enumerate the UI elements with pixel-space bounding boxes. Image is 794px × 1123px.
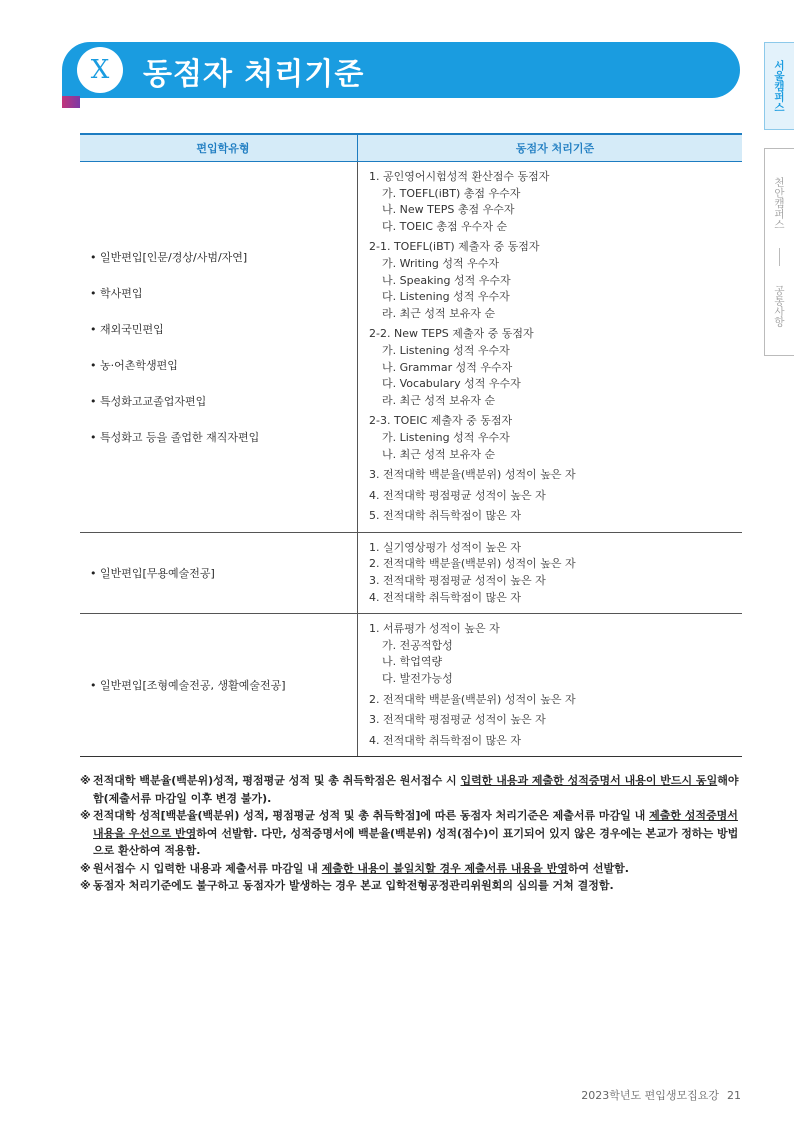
note-underlined-text: 제출한 성적증명서 내용을 우선으로 반영 (93, 809, 738, 840)
criteria-item: 1. 공인영어시험성적 환산점수 동점자 (369, 170, 550, 183)
note-item (80, 807, 742, 860)
criteria-subitem: 나. Speaking 성적 우수자 (382, 273, 511, 287)
criteria-subitem: 나. New TEPS 총점 우수자 (382, 203, 515, 217)
header-admission-type: 편입학유형 (80, 134, 358, 162)
criteria-subitem: 다. TOEIC 총점 우수자 순 (382, 219, 508, 233)
criteria-item: 4. 전적대학 취득학점이 많은 자 (369, 733, 521, 747)
note-underlined-text: 제출한 내용이 불일치할 경우 제출서류 내용을 반영 (321, 861, 568, 875)
criteria-item: 2-1. TOEFL(iBT) 제출자 중 동점자 (369, 240, 540, 254)
page-number: 21 (727, 1089, 741, 1102)
criteria-item: 3. 전적대학 백분율(백분위) 성적이 높은 자 (369, 468, 576, 482)
note-text: 동점자 처리기준에도 불구하고 동점자가 발생하는 경우 본교 입학전형공정관리위원회의 심의를 거쳐 결정함. (93, 879, 614, 892)
tie-break-table (80, 133, 742, 757)
criteria-subitem: 다. 발전가능성 (382, 672, 453, 686)
admission-type-item: • 일반편입[인문/경상/사범/자연] (90, 249, 356, 265)
note-item (80, 860, 742, 878)
footer-title: 2023학년도 편입생모집요강 (581, 1089, 719, 1102)
tab-separator (779, 248, 780, 266)
note-mark: ※ (80, 774, 91, 787)
criteria-item: 5. 전적대학 취득학점이 많은 자 (369, 509, 521, 523)
criteria-item: 1. 서류평가 성적이 높은 자 (369, 622, 500, 636)
criteria-item: 2-2. New TEPS 제출자 중 동점자 (369, 327, 534, 341)
criteria-item: 2. 전적대학 백분율(백분위) 성적이 높은 자 (369, 692, 576, 706)
note-text: 전적대학 성적[백분율(백분위) 성적, 평점평균 성적 및 총 취득학점]에 따른 동점자 처리기준은 제출서류 마감일 내 (93, 809, 650, 822)
note-text: 해야 함(제출서류 마감일 이후 변경 불가). (93, 774, 739, 805)
criteria-subitem: 나. 최근 성적 보유자 순 (382, 447, 496, 461)
tab-common[interactable]: 공통사항 (773, 285, 785, 328)
criteria-subitem: 가. Writing 성적 우수자 (382, 256, 500, 270)
criteria-subitem: 나. 학업역량 (382, 655, 443, 669)
admission-type-cell (80, 532, 358, 613)
admission-type-item: • 일반편입[무용예술전공] (90, 565, 356, 581)
tab-seoul-campus[interactable] (764, 42, 794, 130)
banner-accent (62, 96, 80, 108)
criteria-subitem: 다. Vocabulary 성적 우수자 (382, 377, 521, 391)
criteria-subitem: 가. TOEFL(iBT) 총점 우수자 (382, 186, 521, 200)
table-header-row (80, 134, 742, 162)
page-footer (581, 1087, 741, 1103)
note-item (80, 877, 742, 895)
criteria-cell (358, 162, 743, 533)
tab-cheonan-campus[interactable]: 천안캠퍼스 (773, 176, 785, 230)
criteria-item: 4. 전적대학 평점평균 성적이 높은 자 (369, 488, 546, 502)
admission-type-item: • 학사편입 (90, 285, 356, 301)
criteria-item: 3. 전적대학 평점평균 성적이 높은 자 (369, 574, 546, 588)
table-row (80, 614, 742, 757)
note-mark: ※ (80, 809, 91, 822)
note-item (80, 772, 742, 807)
page-title: 동점자 처리기준 (143, 57, 365, 92)
criteria-subitem: 가. Listening 성적 우수자 (382, 343, 510, 357)
criteria-subitem: 다. Listening 성적 우수자 (382, 290, 510, 304)
criteria-item: 1. 실기영상평가 성적이 높은 자 (369, 540, 521, 554)
criteria-cell (358, 614, 743, 757)
admission-type-item: • 일반편입[조형예술전공, 생활예술전공] (90, 677, 356, 693)
note-text: 원서접수 시 입력한 내용과 제출서류 마감일 내 (93, 861, 322, 875)
note-text: 하여 선발함. 다만, 성적증명서에 백분율(백분위) 성적(점수)이 표기되어 있지 않은 경우에는 본교가 정하는 방법으로 환산하여 적용함. (93, 826, 739, 857)
tab-seoul-label: 서울캠퍼스 (773, 59, 785, 113)
note-text: 전적대학 백분율(백분위)성적, 평점평균 성적 및 총 취득학점은 원서접수 시 (93, 774, 461, 787)
criteria-cell (358, 532, 743, 613)
note-text: 하여 선발함. (567, 861, 629, 875)
admission-type-cell (80, 162, 358, 533)
criteria-subitem: 라. 최근 성적 보유자 순 (382, 306, 496, 320)
criteria-item: 2. 전적대학 백분율(백분위) 성적이 높은 자 (369, 557, 576, 571)
admission-type-item: • 특성화고 등을 졸업한 재직자편입 (90, 429, 356, 445)
criteria-subitem: 라. 최근 성적 보유자 순 (382, 393, 496, 407)
admission-type-item: • 농·어촌학생편입 (90, 357, 356, 373)
table-row (80, 162, 742, 533)
table-row (80, 532, 742, 613)
criteria-subitem: 나. Grammar 성적 우수자 (382, 360, 513, 374)
criteria-subitem: 가. 전공적합성 (382, 638, 453, 652)
note-underlined-text: 입력한 내용과 제출한 성적증명서 내용이 반드시 동일 (460, 774, 718, 787)
note-mark: ※ (80, 861, 91, 875)
section-badge: X (77, 47, 123, 93)
note-mark: ※ (80, 879, 91, 892)
criteria-subitem: 가. Listening 성적 우수자 (382, 430, 510, 444)
criteria-item: 3. 전적대학 평점평균 성적이 높은 자 (369, 713, 546, 727)
notes-section (80, 772, 742, 895)
admission-type-cell (80, 614, 358, 757)
admission-type-item: • 특성화고교졸업자편입 (90, 393, 356, 409)
admission-type-item: • 재외국민편입 (90, 321, 356, 337)
header-tie-criteria: 동점자 처리기준 (358, 134, 743, 162)
tab-group-other (764, 148, 794, 356)
criteria-item: 4. 전적대학 취득학점이 많은 자 (369, 590, 521, 604)
criteria-item: 2-3. TOEIC 제출자 중 동점자 (369, 414, 513, 428)
